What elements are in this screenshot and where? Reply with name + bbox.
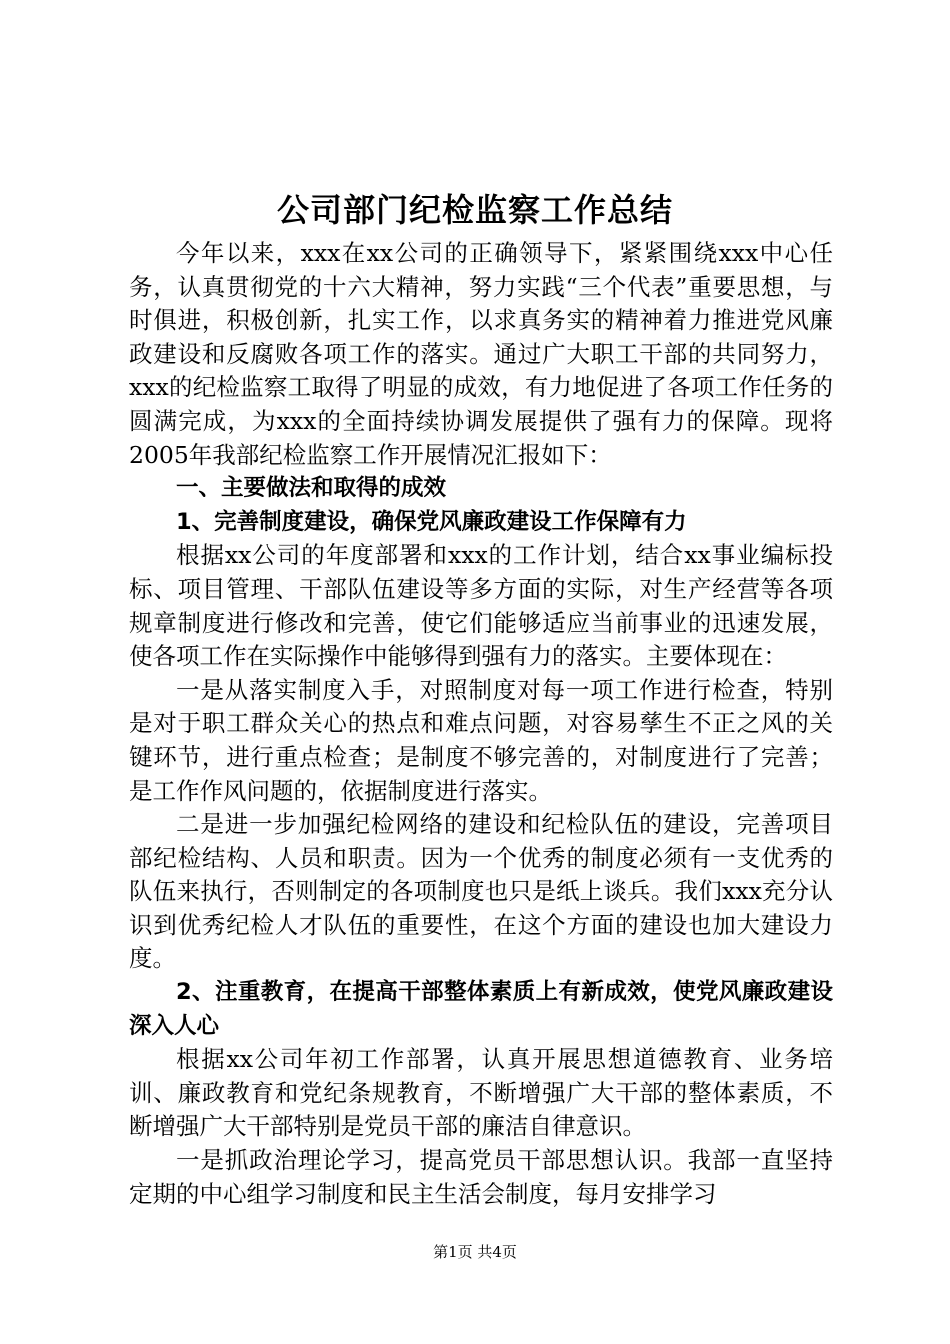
document-body [129, 237, 833, 1211]
body-paragraph: 二是进一步加强纪检网络的建设和纪检队伍的建设，完善项目部纪检结构、人员和职责。因为一个优秀的制度必须有一支优秀的队伍来执行，否则制定的各项制度也只是纸上谈兵。我们xxx充分认识到优秀纪检人才队伍的重要性，在这个方面的建设也加大建设力度。 [129, 810, 833, 973]
body-paragraph: 根据xx公司年初工作部署，认真开展思想道德教育、业务培训、廉政教育和党纪条规教育，不断增强广大干部的整体素质，不断增强广大干部特别是党员干部的廉洁自律意识。 [129, 1045, 833, 1141]
subsection-heading-2: 2、注重教育，在提高干部整体素质上有新成效，使党风廉政建设深入人心 [129, 979, 833, 1039]
body-paragraph: 根据xx公司的年度部署和xxx的工作计划，结合xx事业编标投标、项目管理、干部队伍建设等多方面的实际，对生产经营等各项规章制度进行修改和完善，使它们能够适应当前事业的迅速发展，使各项工作在实际操作中能够得到强有力的落实。主要体现在： [129, 541, 833, 671]
section-heading-1: 一、主要做法和取得的成效 [176, 475, 447, 502]
page-title: 公司部门纪检监察工作总结 [276, 191, 673, 229]
body-paragraph: 一是抓政治理论学习，提高党员干部思想认识。我部一直坚持定期的中心组学习制度和民主生活会制度，每月安排学习 [129, 1146, 833, 1208]
subsection-heading-1: 1、完善制度建设，确保党风廉政建设工作保障有力 [176, 508, 687, 535]
page-footer: 第1页 共4页 [433, 1243, 517, 1261]
intro-paragraph: 今年以来，xxx在xx公司的正确领导下，紧紧围绕xxx中心任务，认真贯彻党的十六大精神，努力实践“三个代表”重要思想，与时俱进，积极创新，扎实工作，以求真务实的精神着力推进党风廉政建设和反腐败各项工作的落实。通过广大职工干部的共同努力，xxx的纪检监察工取得了明显的成效，有力地促进了各项工作任务的圆满完成，为xxx的全面持续协调发展提供了强有力的保障。现将2005年我部纪检监察工作开展情况汇报如下： [129, 239, 833, 469]
body-paragraph: 一是从落实制度入手，对照制度对每一项工作进行检查，特别是对于职工群众关心的热点和难点问题，对容易孳生不正之风的关键环节，进行重点检查；是制度不够完善的，对制度进行了完善；是工作作风问题的，依据制度进行落实。 [129, 675, 833, 805]
